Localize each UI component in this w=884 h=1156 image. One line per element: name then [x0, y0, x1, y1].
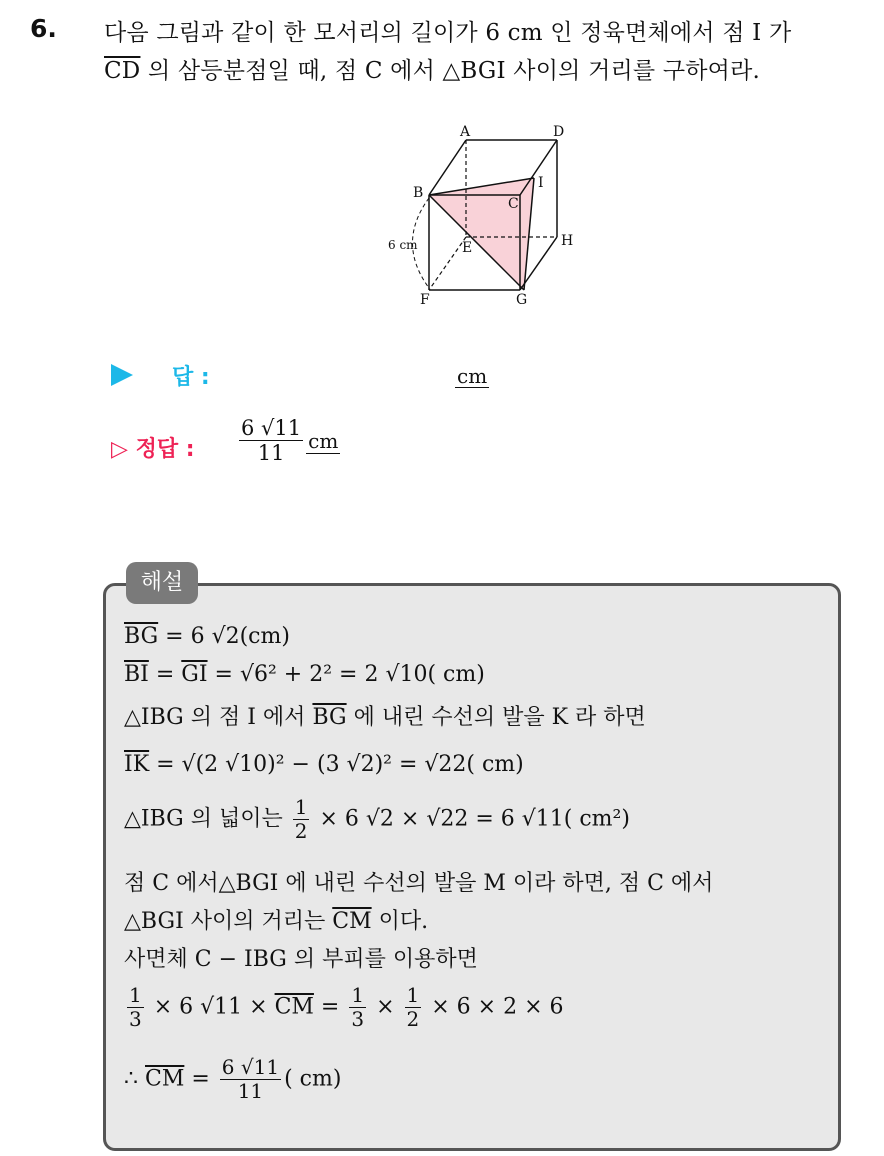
- solution-tag: 해설: [126, 562, 198, 604]
- label-d: D: [553, 124, 565, 140]
- answer-arrow-icon: [111, 364, 133, 386]
- solution-line-3: [124, 700, 646, 731]
- solution-line-7: [124, 904, 428, 935]
- solution-line-1-text: = 6 √2(cm): [158, 624, 290, 649]
- question-line-2: [104, 52, 760, 85]
- edge-length-label: 6 cm: [388, 238, 418, 252]
- segment-cm-3: $\overline{CM}$: [145, 1066, 185, 1092]
- correct-answer: [236, 416, 340, 465]
- edge-ab: [429, 140, 466, 195]
- fraction-numerator: 1: [406, 983, 420, 1007]
- solution-line-10-c: ( cm): [284, 1066, 342, 1092]
- solution-line-9-a: × 6 √11 ×: [146, 994, 275, 1020]
- question-line-2-text: 의 삼등분점일 때, 점 C 에서 △BGI 사이의 거리를 구하여라.: [140, 58, 761, 84]
- solution-line-9: [124, 984, 564, 1031]
- solution-line-3-b: 에 내린 수선의 발을 K 라 하면: [346, 705, 646, 730]
- fraction-numerator: 1: [351, 983, 365, 1007]
- solution-line-5-b: × 6 √2 × √22 = 6 √11( cm²): [312, 806, 630, 832]
- label-b: B: [413, 185, 424, 201]
- fraction-denominator: 2: [294, 819, 308, 843]
- solution-line-10: [124, 1056, 341, 1103]
- label-e: E: [462, 240, 473, 256]
- fraction-denominator: 3: [351, 1007, 365, 1031]
- therefore-symbol: ∴: [124, 1066, 145, 1092]
- label-c: C: [508, 196, 519, 212]
- segment-bi: $\overline{BI}$: [124, 662, 149, 687]
- correct-answer-label: ▷ 정답 :: [111, 437, 195, 462]
- solution-line-3-a: △IBG 의 점 I 에서: [124, 705, 313, 730]
- label-h: H: [561, 233, 574, 249]
- solution-line-9-c: ×: [369, 994, 402, 1020]
- solution-line-5: [124, 796, 630, 843]
- label-a: A: [460, 124, 471, 140]
- label-f: F: [420, 292, 430, 308]
- fraction-numerator: 6 √11: [221, 1055, 280, 1079]
- segment-ik: $\overline{IK}$: [124, 752, 150, 777]
- answer-label: 답 :: [172, 365, 210, 390]
- answer-unit: cm: [457, 364, 488, 388]
- solution-line-6: 점 C 에서△BGI 에 내린 수선의 발을 M 이라 하면, 점 C 에서: [124, 871, 714, 896]
- solution-line-2: [124, 662, 485, 687]
- label-g: G: [516, 292, 528, 308]
- segment-bg: $\overline{BG}$: [124, 624, 159, 649]
- solution-line-9-b: =: [313, 994, 347, 1020]
- solution-line-9-d: × 6 × 2 × 6: [424, 994, 564, 1020]
- segment-bg-2: $\overline{BG}$: [312, 705, 347, 730]
- fraction-denominator: 11: [237, 1079, 264, 1103]
- label-i: I: [538, 175, 544, 191]
- question-number: 6.: [30, 14, 57, 43]
- hidden-edge-ef: [429, 237, 466, 290]
- question-line-1: 다음 그림과 같이 한 모서리의 길이가 6 cm 인 정육면체에서 점 I 가: [104, 20, 792, 46]
- solution-line-8: 사면체 C − IBG 의 부피를 이용하면: [124, 947, 478, 972]
- solution-line-2-text: = √6² + 2² = 2 √10( cm): [207, 662, 485, 687]
- solution-line-7-b: 이다.: [371, 909, 429, 934]
- fraction-numerator: 1: [129, 983, 142, 1007]
- segment-cm: $\overline{CM}$: [332, 909, 372, 934]
- segment-cm-2: $\overline{CM}$: [274, 994, 314, 1020]
- solution-line-4-text: = √(2 √10)² − (3 √2)² = √22( cm): [149, 752, 524, 777]
- segment-cd: $\overline{CD}$: [104, 58, 141, 84]
- solution-line-5-a: △IBG 의 넓이는: [124, 806, 290, 832]
- solution-line-10-b: =: [184, 1066, 217, 1092]
- correct-answer-unit: cm: [308, 428, 339, 453]
- solution-line-4: [124, 752, 524, 777]
- solution-line-1: [124, 624, 290, 649]
- solution-line-2-eq: =: [148, 662, 182, 687]
- fraction-denominator: 3: [129, 1007, 142, 1031]
- correct-answer-numerator: 6 √11: [241, 416, 302, 440]
- cube-figure: [380, 118, 590, 318]
- solution-line-7-a: △BGI 사이의 거리는: [124, 909, 333, 934]
- fraction-numerator: 1: [294, 795, 308, 819]
- fraction-denominator: 2: [406, 1007, 420, 1031]
- segment-gi: $\overline{GI}$: [181, 662, 208, 687]
- correct-answer-denominator: 11: [257, 441, 285, 466]
